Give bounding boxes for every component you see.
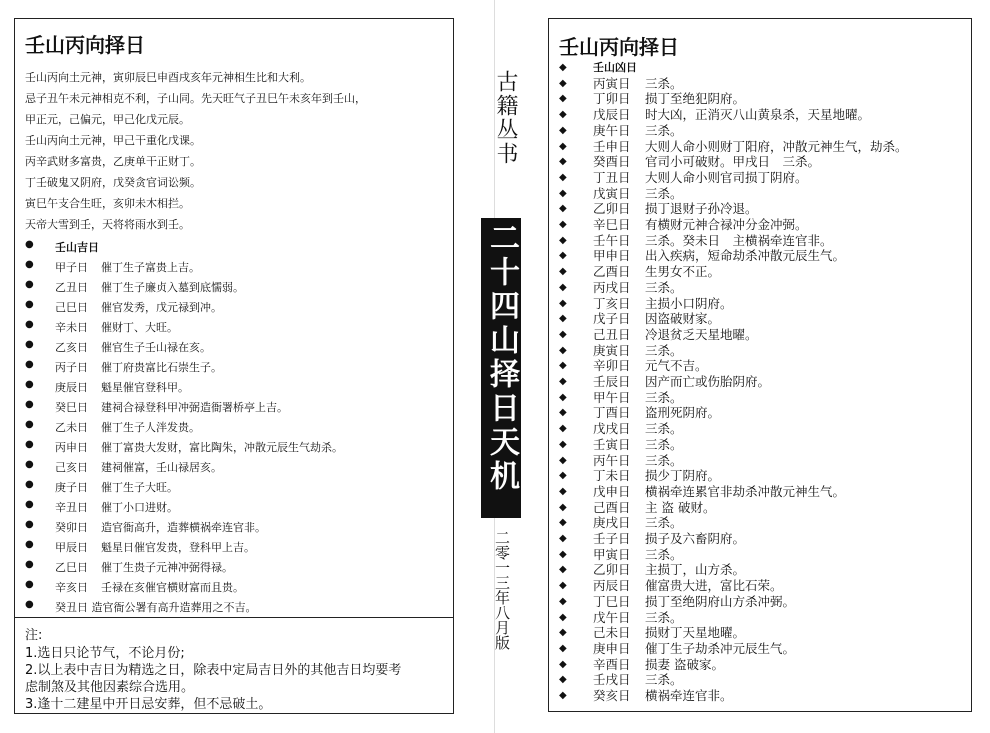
bullet-dot: ●	[25, 279, 34, 290]
good-day-desc: 壬禄在亥催官横财富而且贵。	[101, 581, 244, 594]
bad-day-desc: 出入疾病，短命劫杀冲散元辰生气。	[645, 248, 846, 264]
bullet-dot: ●	[25, 499, 34, 510]
bad-day-desc: 损少丁阴府。	[645, 468, 721, 484]
left-paragraph: 丁壬破鬼又阴府，戊癸贪官词讼频。	[25, 176, 201, 189]
bad-day-row	[559, 344, 683, 358]
bad-day-name: 乙卯日	[593, 201, 631, 217]
diamond-bullet: ◆	[559, 219, 567, 230]
bad-day-desc: 损丁至绝阴府山方杀冲弼。	[645, 593, 796, 609]
good-day-name: 癸卯日	[55, 521, 88, 534]
good-day-name: 庚辰日	[55, 381, 88, 394]
bad-day-row	[559, 265, 720, 279]
bullet-dot: ●	[25, 379, 34, 390]
good-day-desc: 魁星日催官发贵，登科甲上吉。	[101, 541, 255, 554]
bad-day-name: 己酉日	[593, 499, 631, 515]
good-day-row	[25, 439, 343, 455]
diamond-bullet: ◆	[559, 250, 567, 262]
bad-day-name: 丙辰日	[593, 578, 631, 594]
bad-day-name: 癸亥日	[593, 688, 631, 703]
good-day-name: 乙亥日	[55, 341, 88, 354]
diamond-bullet: ◆	[559, 564, 567, 576]
diamond-bullet: ◆	[559, 234, 567, 246]
bad-day-row	[559, 312, 720, 326]
good-day-name: 甲子日	[55, 261, 88, 274]
diamond-bullet: ◆	[559, 611, 567, 623]
good-day-name: 己亥日	[55, 461, 88, 474]
good-day-name: 乙未日	[55, 421, 88, 434]
bad-day-name: 丙午日	[593, 452, 631, 468]
bad-day-name: 辛卯日	[593, 358, 631, 374]
diamond-bullet: ◆	[559, 658, 567, 670]
spine-series-title: 古籍丛书	[493, 70, 518, 166]
bad-day-name: 戊午日	[593, 609, 631, 625]
bad-day-desc: 三杀。	[645, 342, 683, 358]
bad-day-name: 丁亥日	[593, 295, 631, 311]
diamond-bullet: ◆	[559, 627, 567, 639]
diamond-bullet: ◆	[559, 203, 567, 215]
bad-day-row	[559, 469, 720, 483]
bad-day-desc: 损财丁天星地曜。	[645, 625, 746, 641]
bullet-dot: ●	[25, 419, 34, 430]
diamond-bullet: ◆	[559, 328, 567, 340]
good-day-row	[25, 399, 288, 415]
bad-day-desc: 横祸牵连官非。	[645, 688, 733, 703]
bad-day-row	[559, 673, 683, 687]
bad-day-row	[559, 391, 683, 405]
left-paragraph: 寅巳午支合生旺，亥卯未木相拦。	[25, 197, 190, 210]
good-day-name: 辛丑日	[55, 501, 88, 514]
bad-day-desc: 主损小口阴府。	[645, 295, 733, 311]
bad-day-name: 戊寅日	[593, 185, 631, 201]
bad-day-name: 乙卯日	[593, 562, 631, 578]
bad-day-name: 丙戌日	[593, 279, 631, 295]
good-day-desc: 催财丁、大旺。	[101, 321, 178, 334]
bad-day-row	[559, 202, 758, 216]
good-day-name: 丙申日	[55, 441, 88, 454]
diamond-bullet: ◆	[559, 376, 567, 387]
left-paragraph: 天帝大雪到壬，天将将雨水到壬。	[25, 218, 190, 231]
bad-day-desc: 三杀。	[645, 436, 683, 452]
bad-day-name: 壬戌日	[593, 672, 631, 688]
bad-day-row	[559, 155, 820, 169]
good-day-desc: 建祠合禄登科甲冲弼造衙署桥亭上吉。	[101, 401, 288, 414]
good-day-name: 辛未日	[55, 321, 88, 334]
bad-day-name: 丁丑日	[593, 169, 631, 185]
left-paragraph: 忌子丑午未元神相克不利，子山同。先天旺气子丑巳午未亥年到壬山，	[25, 92, 366, 105]
good-day-row	[25, 459, 222, 475]
bad-day-name: 甲寅日	[593, 546, 631, 562]
bad-day-row	[559, 454, 683, 468]
good-day-name: 辛亥日	[55, 581, 88, 594]
right-page-frame	[548, 18, 972, 712]
bad-day-row	[559, 328, 758, 342]
bad-day-row	[559, 548, 683, 562]
bad-day-row	[559, 234, 833, 248]
bad-day-row	[559, 187, 683, 201]
bullet-dot: ●	[25, 259, 34, 270]
bad-day-row	[559, 595, 795, 609]
bad-day-desc: 损丁至绝犯阴府。	[645, 91, 746, 107]
bad-day-desc: 横祸牵连累官非劫杀冲散元神生气。	[645, 483, 846, 499]
diamond-bullet: ◆	[559, 313, 567, 325]
notes-label: 注:	[25, 628, 43, 643]
spine-edition-date: 二零一三年八月版	[493, 530, 511, 650]
left-page-frame	[14, 18, 454, 618]
diamond-bullet: ◆	[559, 674, 567, 686]
bad-day-name: 丁卯日	[593, 91, 631, 107]
bad-day-desc: 三杀。	[645, 546, 683, 562]
diamond-bullet: ◆	[559, 77, 567, 89]
diamond-bullet: ◆	[559, 454, 567, 466]
good-day-desc: 催丁生子大旺。	[101, 481, 178, 494]
bad-day-desc: 三杀。癸未日 主横祸牵连官非。	[645, 232, 833, 248]
bad-day-desc: 三杀。	[645, 515, 683, 531]
bad-day-desc: 盗刑死阴府。	[645, 405, 721, 421]
bad-day-name: 甲申日	[593, 248, 631, 264]
diamond-bullet: ◆	[559, 485, 567, 497]
good-day-desc: 催丁生子富贵上吉。	[101, 261, 200, 274]
bullet-dot: ●	[25, 559, 34, 570]
diamond-bullet: ◆	[559, 501, 567, 513]
bullet-dot: ●	[25, 339, 34, 350]
good-day-row	[25, 579, 244, 595]
bad-day-row	[559, 171, 808, 185]
bad-day-desc: 因盗破财家。	[645, 311, 721, 327]
diamond-bullet: ◆	[559, 124, 567, 136]
bad-day-name: 庚午日	[593, 122, 631, 138]
bad-day-row	[559, 375, 770, 389]
bad-day-row	[559, 281, 683, 295]
good-day-desc: 催丁生子廉贞入墓到底懦弱。	[101, 281, 244, 294]
bad-day-desc: 主损丁，山方杀。	[645, 562, 746, 578]
bad-day-desc: 三杀。	[645, 279, 683, 295]
diamond-bullet: ◆	[559, 438, 567, 450]
bad-day-name: 甲午日	[593, 389, 631, 405]
diamond-bullet: ◆	[559, 533, 567, 544]
good-day-last-text: 癸丑日 造官衙公署有高升造葬用之不吉。	[55, 601, 257, 614]
good-day-name: 庚子日	[55, 481, 88, 494]
bad-day-row	[559, 658, 724, 672]
bad-day-desc: 官司小可破财。甲戌日 三杀。	[645, 154, 821, 170]
bad-day-desc: 三杀。	[645, 122, 683, 138]
diamond-bullet: ◆	[559, 690, 567, 701]
bad-day-name: 庚申日	[593, 640, 631, 656]
bad-day-desc: 三杀。	[645, 452, 683, 468]
bad-day-row	[559, 438, 683, 452]
bad-day-name: 戊申日	[593, 483, 631, 499]
good-day-row	[25, 259, 200, 275]
diamond-bullet: ◆	[559, 423, 567, 435]
bad-day-name: 丁酉日	[593, 405, 631, 421]
bad-day-name: 壬申日	[593, 138, 631, 154]
bad-day-row	[559, 297, 733, 311]
diamond-bullet: ◆	[559, 171, 567, 183]
good-day-desc: 魁星催官登科甲。	[101, 381, 189, 394]
good-day-row	[25, 319, 178, 335]
good-day-last-row	[25, 599, 257, 615]
bad-day-name: 癸酉日	[593, 154, 631, 170]
bullet-dot: ●	[25, 519, 34, 530]
bad-day-desc: 三杀。	[645, 609, 683, 625]
bad-day-desc: 主 盗 破财。	[645, 499, 716, 515]
bad-day-desc: 三杀。	[645, 185, 683, 201]
good-day-row	[25, 499, 178, 515]
bad-day-row	[559, 642, 795, 656]
bad-day-name: 戊戌日	[593, 421, 631, 437]
bad-day-row	[559, 108, 870, 122]
bullet-dot: ●	[25, 579, 34, 590]
bad-day-desc: 催丁生子劫杀冲元辰生气。	[645, 640, 796, 656]
bad-day-name: 丁巳日	[593, 593, 631, 609]
bad-days-heading-row	[559, 61, 637, 75]
good-days-heading-row	[25, 239, 99, 255]
bad-day-row	[559, 532, 745, 546]
bad-day-name: 戊子日	[593, 311, 631, 327]
good-day-desc: 催官发秀，戊元禄到冲。	[101, 301, 222, 314]
left-paragraph: 甲正元，己偏元，甲己化戊元辰。	[25, 113, 190, 126]
bad-day-row	[559, 406, 720, 420]
bad-days-heading: 壬山凶日	[593, 61, 637, 74]
bad-day-row	[559, 689, 733, 703]
notes-box	[14, 618, 454, 714]
bad-day-row	[559, 611, 683, 625]
bad-day-desc: 三杀。	[645, 421, 683, 437]
good-day-desc: 催丁生子人泮发贵。	[101, 421, 200, 434]
bad-day-name: 壬午日	[593, 232, 631, 248]
good-day-name: 乙丑日	[55, 281, 88, 294]
diamond-bullet: ◆	[559, 62, 567, 73]
bad-day-desc: 三杀。	[645, 672, 683, 688]
diamond-bullet: ◆	[559, 580, 567, 592]
good-day-name: 甲辰日	[55, 541, 88, 554]
diamond-bullet: ◆	[559, 470, 567, 482]
good-day-desc: 催丁富贵大发财，富比陶朱，冲散元辰生气劫杀。	[101, 441, 343, 454]
bad-day-name: 戊辰日	[593, 107, 631, 123]
bad-day-name: 壬寅日	[593, 436, 631, 452]
diamond-bullet: ◆	[559, 140, 567, 152]
good-day-row	[25, 479, 178, 495]
bad-day-name: 己未日	[593, 625, 631, 641]
bad-day-name: 庚戌日	[593, 515, 631, 531]
left-page-title: 壬山丙向择日	[25, 33, 145, 57]
diamond-bullet: ◆	[559, 360, 567, 372]
diamond-bullet: ◆	[559, 595, 567, 607]
diamond-bullet: ◆	[559, 93, 567, 105]
bad-day-desc: 有横财元神合禄冲分金冲弼。	[645, 217, 808, 232]
good-day-row	[25, 539, 255, 555]
bullet-dot: ●	[25, 319, 34, 330]
good-day-row	[25, 519, 266, 535]
bullet-dot: ●	[25, 599, 34, 610]
note-line: 2.以上表中吉日为精选之日，除表中定局吉日外的其他吉日均要考	[25, 663, 402, 678]
bad-day-row	[559, 124, 683, 138]
bad-day-name: 丁未日	[593, 468, 631, 484]
bad-day-name: 己丑日	[593, 326, 631, 342]
bullet-dot: ●	[25, 539, 34, 550]
diamond-bullet: ◆	[559, 266, 567, 278]
diamond-bullet: ◆	[559, 109, 567, 121]
diamond-bullet: ◆	[559, 281, 567, 293]
bad-day-name: 庚寅日	[593, 342, 631, 358]
bad-day-row	[559, 563, 745, 577]
diamond-bullet: ◆	[559, 407, 567, 419]
left-paragraph: 壬山丙向土元神，甲己干重化戊课。	[25, 134, 201, 147]
bad-day-name: 壬子日	[593, 531, 631, 546]
diamond-bullet: ◆	[559, 297, 567, 309]
bad-day-desc: 大则人命小则官司损丁阴府。	[645, 169, 808, 185]
diamond-bullet: ◆	[559, 548, 567, 560]
good-day-desc: 催丁小口进财。	[101, 501, 178, 514]
bullet-dot: ●	[25, 299, 34, 310]
good-day-desc: 催丁生贵子元神冲弼得禄。	[101, 561, 233, 574]
bullet-dot: ●	[25, 459, 34, 470]
bad-day-desc: 损妻 盗破家。	[645, 656, 724, 672]
bad-day-row	[559, 77, 683, 91]
good-day-name: 乙巳日	[55, 561, 88, 574]
good-day-desc: 建祠催富，壬山禄居亥。	[101, 461, 222, 474]
bad-day-desc: 损子及六畜阴府。	[645, 531, 746, 546]
bullet-dot: ●	[25, 399, 34, 410]
diamond-bullet: ◆	[559, 642, 567, 654]
good-day-row	[25, 339, 211, 355]
good-days-heading: 壬山吉日	[55, 241, 99, 254]
bad-day-name: 壬辰日	[593, 374, 631, 389]
bad-day-desc: 生男女不正。	[645, 264, 721, 280]
good-day-row	[25, 419, 200, 435]
good-day-row	[25, 279, 244, 295]
good-day-desc: 造官衙高升，造葬横祸牵连官非。	[101, 521, 266, 534]
bad-day-desc: 因产而亡或伤胎阴府。	[645, 374, 771, 389]
note-line: 1.选日只论节气，不论月份;	[25, 646, 185, 661]
bad-day-desc: 冷退贫乏天星地曜。	[645, 326, 758, 342]
note-line: 虑制煞及其他因素综合选用。	[25, 680, 195, 695]
diamond-bullet: ◆	[559, 391, 567, 403]
good-day-row	[25, 359, 222, 375]
bad-day-row	[559, 249, 845, 263]
spine-main-title: 二十四山择日天机	[484, 222, 519, 494]
bad-day-row	[559, 516, 683, 530]
bad-day-row	[559, 218, 808, 232]
left-paragraph: 壬山丙向土元神，寅卯辰巳申酉戌亥年元神相生比和大利。	[25, 71, 311, 84]
note-line: 3.逢十二建星中开日忌安葬，但不忌破土。	[25, 697, 272, 712]
bullet-dot: ●	[25, 239, 34, 250]
bad-day-name: 丙寅日	[593, 75, 631, 91]
bad-day-row	[559, 579, 783, 593]
bullet-dot: ●	[25, 479, 34, 490]
good-day-name: 癸巳日	[55, 401, 88, 414]
diamond-bullet: ◆	[559, 156, 567, 168]
bullet-dot: ●	[25, 359, 34, 370]
bad-day-name: 辛酉日	[593, 656, 631, 672]
good-day-name: 己巳日	[55, 301, 88, 314]
diamond-bullet: ◆	[559, 517, 567, 529]
diamond-bullet: ◆	[559, 344, 567, 356]
bad-day-desc: 大则人命小则财丁阳府，冲散元神生气，劫杀。	[645, 138, 908, 154]
bad-day-desc: 时大凶，正消灭八山黄泉杀，天星地曜。	[645, 107, 871, 123]
bad-day-row	[559, 422, 683, 436]
good-day-row	[25, 559, 233, 575]
bad-day-desc: 催富贵大进，富比石荣。	[645, 578, 783, 594]
bad-day-desc: 三杀。	[645, 389, 683, 405]
left-paragraph: 丙辛武财多富贵，乙庚单干正财丁。	[25, 155, 201, 168]
good-day-name: 丙子日	[55, 361, 88, 374]
bad-day-name: 辛巳日	[593, 217, 631, 232]
bad-day-row	[559, 626, 745, 640]
bad-day-desc: 损丁退财子孙冷退。	[645, 201, 758, 217]
bad-day-desc: 三杀。	[645, 75, 683, 91]
bad-day-row	[559, 485, 845, 499]
bad-day-row	[559, 359, 708, 373]
diamond-bullet: ◆	[559, 187, 567, 199]
right-page-title: 壬山丙向择日	[559, 35, 679, 59]
good-day-row	[25, 299, 222, 315]
bullet-dot: ●	[25, 439, 34, 450]
bad-day-row	[559, 92, 745, 106]
bad-day-name: 乙酉日	[593, 264, 631, 280]
bad-day-row	[559, 140, 908, 154]
bad-day-row	[559, 501, 715, 515]
good-day-desc: 催丁府贵富比石崇生子。	[101, 361, 222, 374]
good-day-row	[25, 379, 189, 395]
bad-day-desc: 元气不吉。	[645, 358, 708, 374]
good-day-desc: 催官生子壬山禄在亥。	[101, 341, 211, 354]
